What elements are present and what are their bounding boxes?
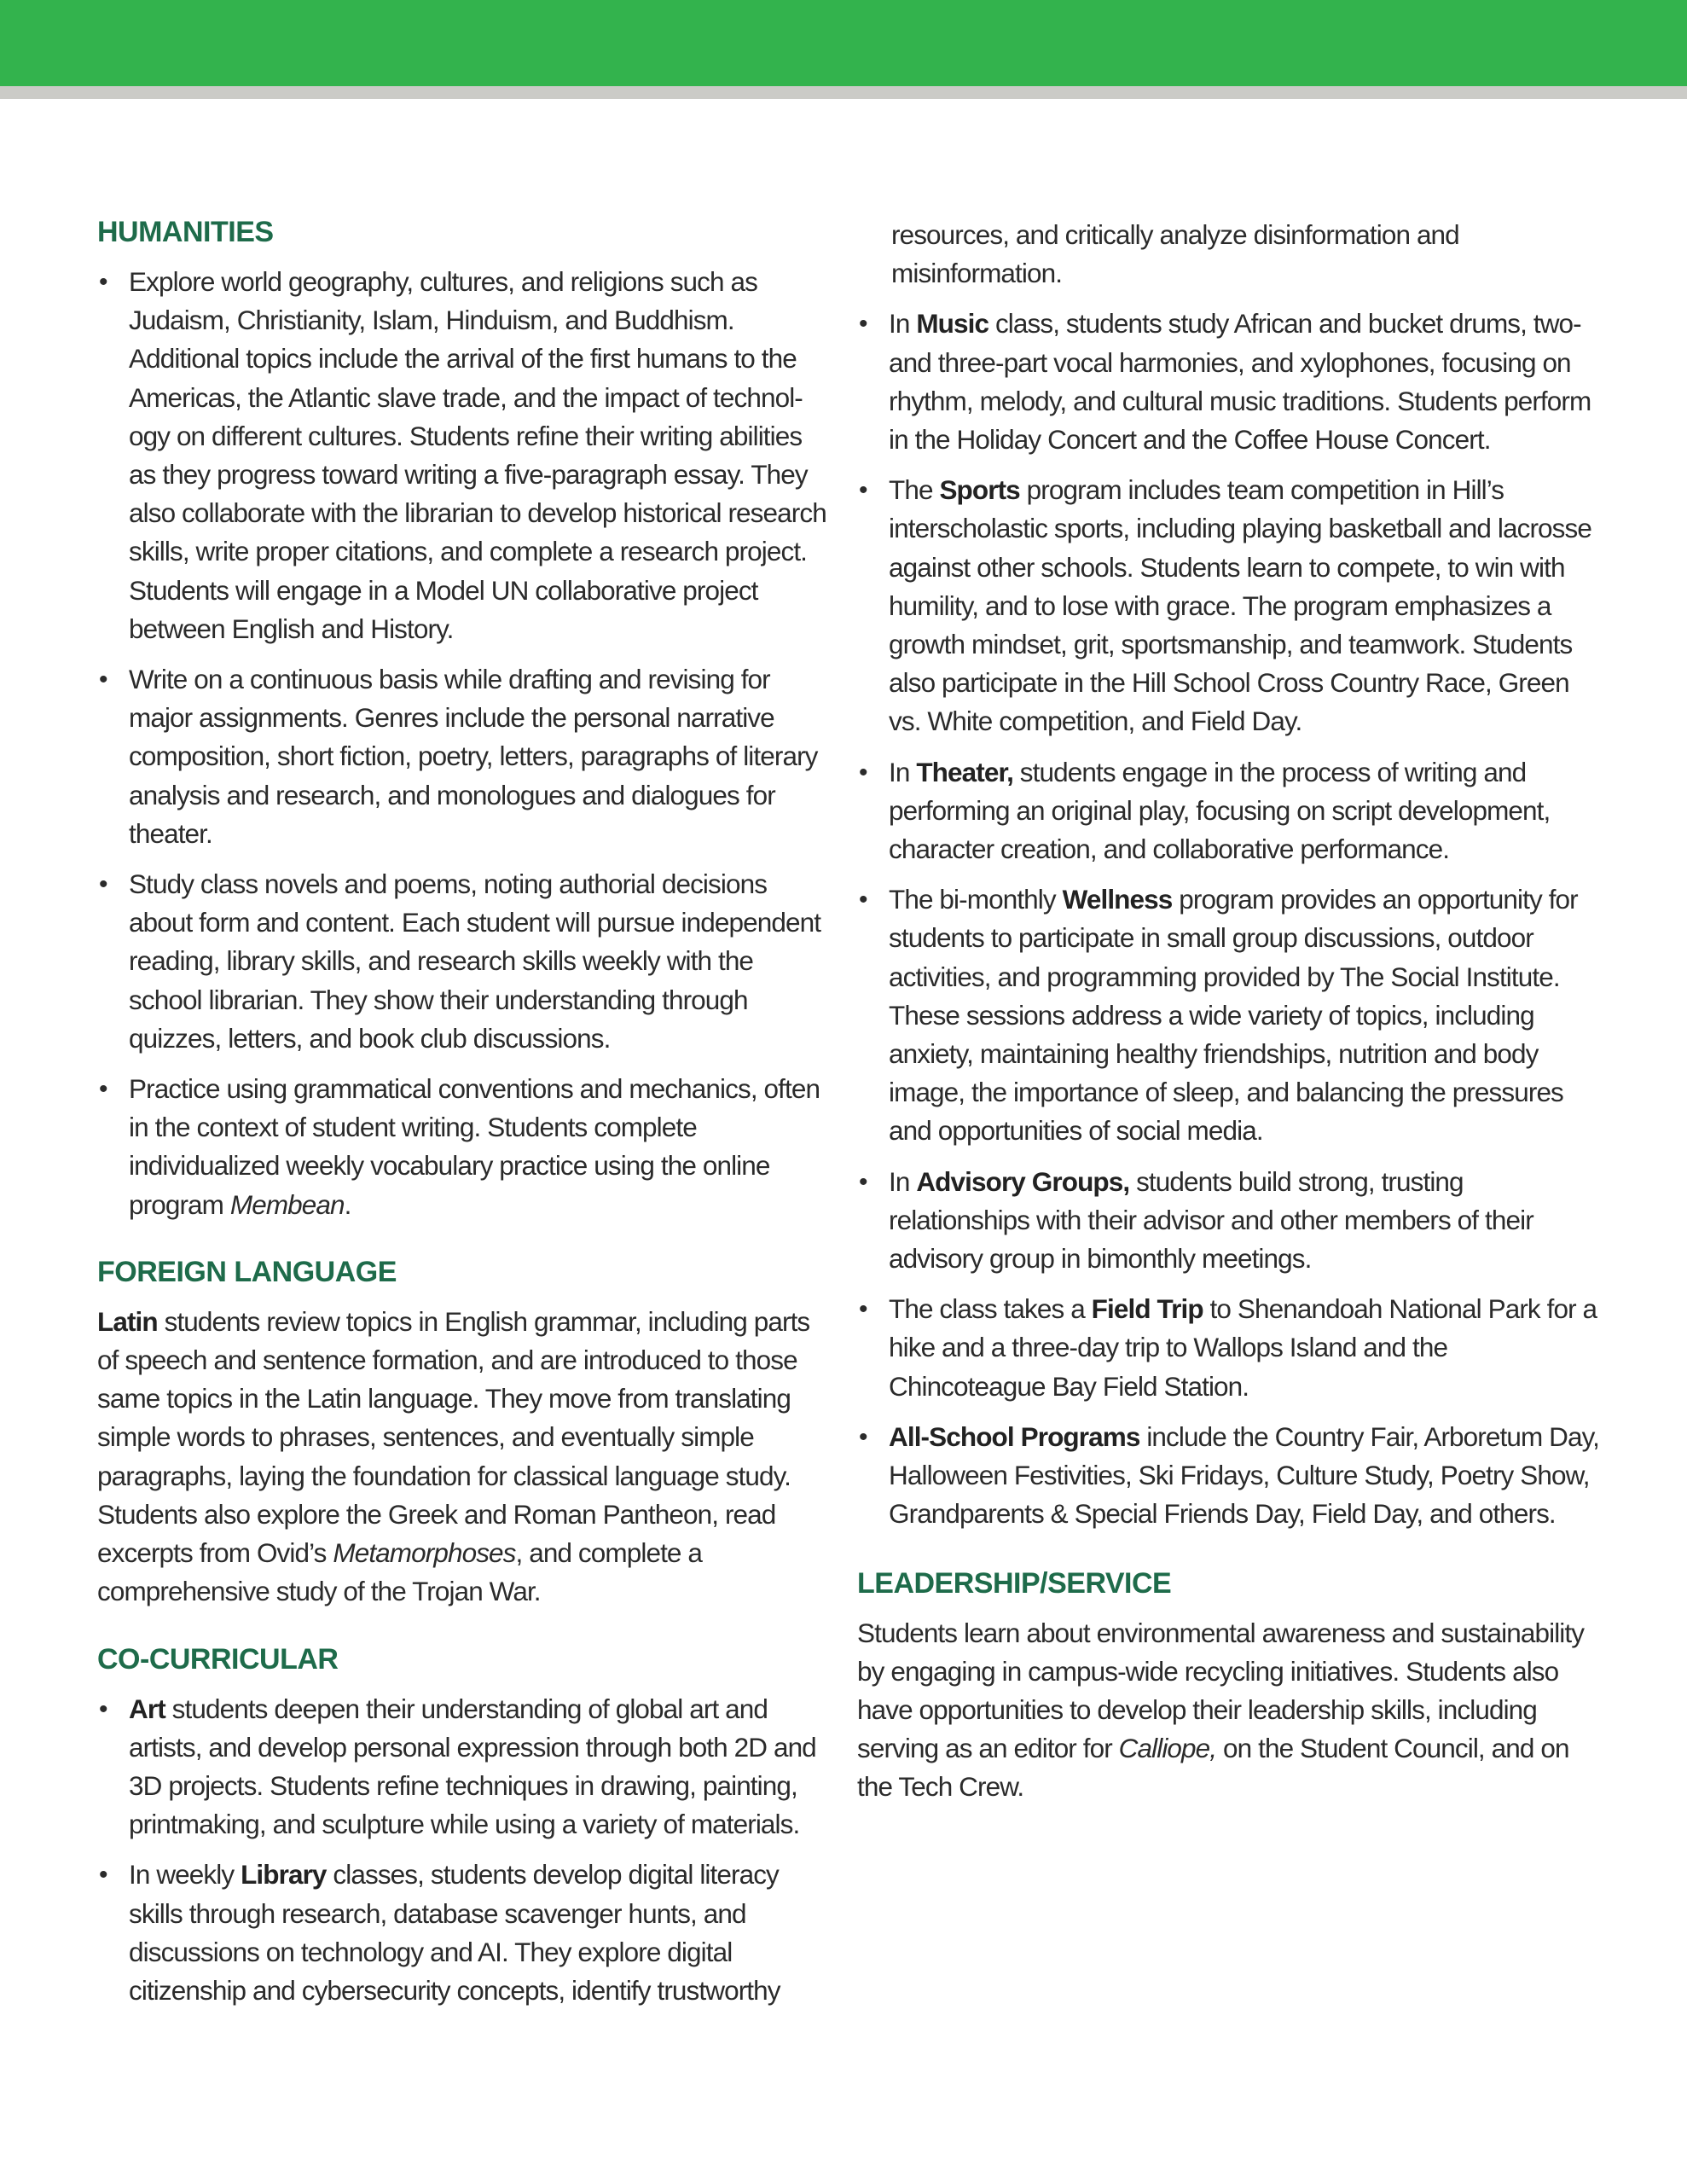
bullet-text: Study class novels and poems, noting authorial decisions about form and content. Each student will pursue independent reading, library skills, and research skills weekly with the school librarian. They show their understanding through quizzes, letters, and book club discussions.: [129, 868, 821, 1054]
advisory-lead: Advisory Groups,: [916, 1165, 1130, 1197]
theater-pre: In: [889, 756, 917, 787]
art-text: students deepen their understanding of global art and artists, and develop personal expression through both 2D and 3D projects. Students refine techniques in drawing, painting, printmaking, and sculpture while using a variety of materials.: [129, 1693, 816, 1840]
title-metamorphoses: Metamorphoses: [333, 1537, 516, 1569]
bullet-text: Explore world geography, cultures, and religions such as Judaism, Christianity, Islam, Hinduism, and Buddhism. Additional topics include the arrival of the first humans to the Americas, the Atlantic slave trade, and the impact of technol-ogy on different cultures. Students refine their writing abilities as they progress toward writing a five-paragraph essay. They also collaborate with the librarian to develop historical research skills, write proper citations, and complete a research project. Students will engage in a Model UN collaborative project between English and History.: [129, 266, 826, 644]
bullet-icon: •: [99, 1075, 107, 1104]
bullet-icon: •: [99, 268, 107, 296]
list-item-art: [97, 1690, 831, 1844]
list-item: [97, 660, 831, 853]
leadership-paragraph: [857, 1614, 1599, 1807]
bullet-icon: •: [859, 1295, 867, 1324]
list-item: [97, 865, 831, 1058]
latin-paragraph: [97, 1303, 831, 1612]
all-school-lead: All-School Programs: [889, 1420, 1140, 1452]
header-green-band: [0, 0, 1687, 86]
library-lead: Library: [241, 1859, 327, 1891]
field-trip-text: to Shenandoah National Park for a hike and a three-day trip to Wallops Island and the Chincoteague Bay Field Station.: [889, 1293, 1597, 1402]
section-humanities: [97, 213, 831, 1224]
left-column: [97, 213, 831, 2039]
bullet-icon: •: [859, 886, 867, 915]
heading-co-curricular: CO-CURRICULAR: [97, 1642, 339, 1676]
bullet-icon: •: [859, 476, 867, 505]
field-trip-pre: The class takes a: [889, 1293, 1092, 1325]
library-text: classes, students develop digital literacy skills through research, database scavenger hunts, and discussions on technology and AI. They explore digital citizenship and cybersecurity concepts, identify trustworthy: [129, 1859, 780, 2006]
bullet-icon: •: [99, 870, 107, 899]
wellness-text: program provides an opportunity for students to participate in small group discussions, outdoor activities, and programming provided by The Social Institute. These sessions address a wide variety of topics, including anxiety, maintaining healthy friendships, nutrition and body image, the importance of sleep, and balancing the pressures and opportunities of social media.: [889, 884, 1578, 1147]
bullet-icon: •: [99, 665, 107, 694]
title-membean: Membean: [229, 1188, 345, 1220]
wellness-pre: The bi-monthly: [889, 884, 1063, 915]
list-item-field-trip: [857, 1290, 1599, 1406]
library-pre: In weekly: [129, 1859, 241, 1891]
section-foreign-language: [97, 1253, 831, 1612]
list-item-music: [857, 305, 1599, 459]
leadership-text: Students learn about environmental awareness and sustainability by engaging in campus-wide recycling initiatives. Students also have opportunities to develop their leadership skills, including serving as an editor for: [857, 1617, 1585, 1764]
advisory-text: students build strong, trusting relationships with their advisor and other members of their advisory group in bimonthly meetings.: [889, 1165, 1533, 1275]
sports-lead: Sports: [939, 474, 1020, 506]
theater-lead: Theater,: [916, 756, 1013, 787]
title-calliope: Calliope,: [1118, 1733, 1217, 1764]
list-item: [97, 1070, 831, 1224]
bullet-icon: •: [859, 758, 867, 787]
right-column: [857, 216, 1599, 1836]
field-trip-lead: Field Trip: [1091, 1293, 1203, 1325]
heading-foreign-language: FOREIGN LANGUAGE: [97, 1255, 397, 1288]
list-item-wellness: [857, 880, 1599, 1150]
co-curricular-list-continued: [857, 216, 1599, 1534]
library-text-continued: resources, and critically analyze disinformation and misinformation.: [891, 219, 1459, 289]
list-item-library-continued: [857, 216, 1599, 293]
music-lead: Music: [916, 308, 989, 340]
sports-pre: The: [889, 474, 940, 506]
list-item: [97, 263, 831, 648]
list-item-all-school: [857, 1418, 1599, 1534]
bullet-icon: •: [99, 1861, 107, 1890]
header-grey-rule: [0, 86, 1687, 99]
bullet-icon: •: [99, 1694, 107, 1723]
section-leadership-service: [857, 1565, 1599, 1807]
bullet-text: Write on a continuous basis while drafting and revising for major assignments. Genres include the personal narrative composition, short fiction, poetry, letters, paragraphs of literary analysis and research, and monologues and dialogues for theater.: [129, 664, 818, 849]
bullet-icon: •: [859, 1422, 867, 1451]
list-item-theater: [857, 753, 1599, 869]
humanities-list: [97, 263, 831, 1224]
advisory-pre: In: [889, 1165, 917, 1197]
leadership-text-end: on the Student Council, and on the Tech Crew.: [857, 1733, 1569, 1803]
music-pre: In: [889, 308, 917, 340]
latin-text: students review topics in English grammar, including parts of speech and sentence formation, and are introduced to those same topics in the Latin language. They move from translating simple words to phrases, sentences, and eventually simple paragraphs, laying the foundation for classical language study. Students also explore the Greek and Roman Pantheon, read excerpts from Ovid’s: [97, 1305, 810, 1569]
theater-text: students engage in the process of writing and performing an original play, focusing on script development, character creation, and collaborative performance.: [889, 756, 1551, 865]
wellness-lead: Wellness: [1062, 884, 1173, 915]
sports-text: program includes team competition in Hill’s interscholastic sports, including playing basketball and lacrosse against other schools. Students learn to compete, to win with humility, and to lose with grace. The program emphasizes a growth mindset, grit, sportsmanship, and teamwork. Students also participate in the Hill School Cross Country Race, Green vs. White competition, and Field Day.: [889, 474, 1591, 737]
all-school-text: include the Country Fair, Arboretum Day, Halloween Festivities, Ski Fridays, Culture Study, Poetry Show, Grandparents & Special Friends Day, Field Day, and others.: [889, 1420, 1599, 1530]
list-item-library: [97, 1856, 831, 2010]
latin-lead: Latin: [97, 1305, 158, 1337]
latin-text-end: , and complete a comprehensive study of the Trojan War.: [97, 1537, 703, 1607]
art-lead: Art: [129, 1693, 165, 1724]
bullet-icon: •: [859, 310, 867, 339]
co-curricular-list: [97, 1690, 831, 2011]
list-item-advisory: [857, 1163, 1599, 1279]
heading-leadership-service: LEADERSHIP/SERVICE: [857, 1566, 1172, 1600]
music-text: class, students study African and bucket drums, two- and three-part vocal harmonies, and xylophones, focusing on rhythm, melody, and cultural music traditions. Students perform in the Holiday Concert and the Coffee House Concert.: [889, 308, 1591, 456]
bullet-icon: •: [859, 1167, 867, 1196]
bullet-text: Practice using grammatical conventions and mechanics, often in the context of student writing. Students complete individualized weekly vocabulary practice using the online program: [129, 1073, 820, 1220]
section-co-curricular: [97, 1641, 831, 2011]
heading-humanities: HUMANITIES: [97, 216, 274, 248]
list-item-sports: [857, 471, 1599, 741]
bullet-text-end: .: [344, 1188, 351, 1220]
